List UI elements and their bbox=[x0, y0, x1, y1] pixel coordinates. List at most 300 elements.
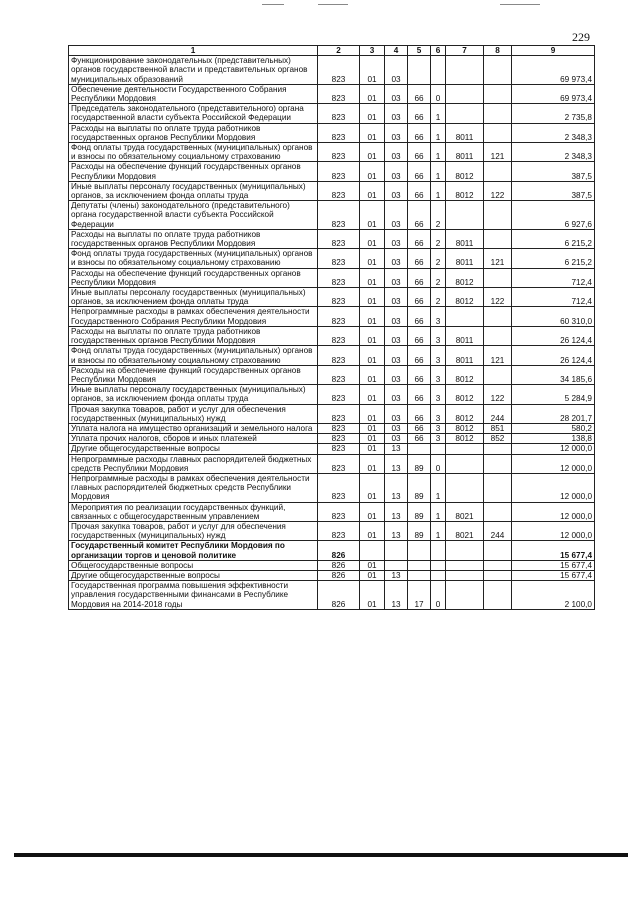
subsection-cell: 03 bbox=[385, 56, 408, 85]
header-cell: 4 bbox=[385, 46, 408, 56]
subprogram-cell bbox=[431, 560, 446, 570]
scan-artifact bbox=[318, 4, 348, 5]
admin-code-cell: 826 bbox=[318, 560, 360, 570]
subsection-cell: 03 bbox=[385, 143, 408, 162]
expense-type-cell bbox=[484, 104, 512, 123]
amount-cell: 712,4 bbox=[512, 288, 595, 307]
section-cell: 01 bbox=[360, 104, 385, 123]
subprogram-cell: 2 bbox=[431, 229, 446, 248]
subprogram-cell: 3 bbox=[431, 346, 446, 365]
bottom-rule bbox=[14, 853, 628, 857]
section-cell: 01 bbox=[360, 454, 385, 473]
program-cell: 66 bbox=[408, 385, 431, 404]
section-cell: 01 bbox=[360, 326, 385, 345]
target-article-cell bbox=[446, 570, 484, 580]
section-cell: 01 bbox=[360, 143, 385, 162]
amount-cell: 387,5 bbox=[512, 162, 595, 181]
section-cell: 01 bbox=[360, 385, 385, 404]
target-article-cell bbox=[446, 444, 484, 454]
subprogram-cell bbox=[431, 570, 446, 580]
section-cell: 01 bbox=[360, 123, 385, 142]
row-name-cell: Уплата налога на имущество организаций и земельного налога bbox=[69, 423, 318, 433]
expense-type-cell: 121 bbox=[484, 346, 512, 365]
admin-code-cell: 823 bbox=[318, 229, 360, 248]
subsection-cell: 13 bbox=[385, 570, 408, 580]
subsection-cell: 03 bbox=[385, 423, 408, 433]
table-header-row bbox=[69, 46, 595, 56]
admin-code-cell: 823 bbox=[318, 346, 360, 365]
amount-cell: 2 348,3 bbox=[512, 143, 595, 162]
scan-artifact bbox=[262, 4, 284, 5]
section-cell: 01 bbox=[360, 581, 385, 610]
program-cell: 66 bbox=[408, 365, 431, 384]
subsection-cell: 03 bbox=[385, 434, 408, 444]
program-cell bbox=[408, 444, 431, 454]
header-cell: 9 bbox=[512, 46, 595, 56]
table-row bbox=[69, 104, 595, 123]
program-cell: 66 bbox=[408, 423, 431, 433]
subsection-cell: 03 bbox=[385, 307, 408, 326]
admin-code-cell: 823 bbox=[318, 404, 360, 423]
target-article-cell: 8021 bbox=[446, 502, 484, 521]
subsection-cell bbox=[385, 541, 408, 560]
section-cell: 01 bbox=[360, 434, 385, 444]
row-name-cell: Обеспечение деятельности Государственного Собрания Республики Мордовия bbox=[69, 84, 318, 103]
row-name-cell: Расходы на выплаты по оплате труда работников государственных органов Республики Мордовия bbox=[69, 326, 318, 345]
program-cell: 66 bbox=[408, 181, 431, 200]
row-name-cell: Другие общегосударственные вопросы bbox=[69, 570, 318, 580]
expense-type-cell: 852 bbox=[484, 434, 512, 444]
admin-code-cell: 823 bbox=[318, 84, 360, 103]
table-row bbox=[69, 307, 595, 326]
subsection-cell: 13 bbox=[385, 521, 408, 540]
section-cell: 01 bbox=[360, 181, 385, 200]
expense-type-cell bbox=[484, 444, 512, 454]
header-cell: 5 bbox=[408, 46, 431, 56]
subprogram-cell: 0 bbox=[431, 581, 446, 610]
program-cell: 66 bbox=[408, 288, 431, 307]
admin-code-cell: 823 bbox=[318, 143, 360, 162]
amount-cell: 6 215,2 bbox=[512, 249, 595, 268]
section-cell: 01 bbox=[360, 473, 385, 502]
admin-code-cell: 823 bbox=[318, 268, 360, 287]
admin-code-cell: 823 bbox=[318, 181, 360, 200]
admin-code-cell: 823 bbox=[318, 56, 360, 85]
program-cell: 66 bbox=[408, 434, 431, 444]
amount-cell: 6 215,2 bbox=[512, 229, 595, 248]
expense-type-cell: 244 bbox=[484, 404, 512, 423]
header-cell: 6 bbox=[431, 46, 446, 56]
expense-type-cell bbox=[484, 560, 512, 570]
row-name-cell: Прочая закупка товаров, работ и услуг для обеспечения государственных (муниципальных) нужд bbox=[69, 521, 318, 540]
admin-code-cell: 823 bbox=[318, 473, 360, 502]
target-article-cell: 8012 bbox=[446, 181, 484, 200]
row-name-cell: Государственный комитет Республики Мордовия по организации торгов и ценовой политике bbox=[69, 541, 318, 560]
row-name-cell: Государственная программа повышения эффективности управления государственными финансами в Республике Мордовия на 2014-2018 годы bbox=[69, 581, 318, 610]
expense-type-cell: 122 bbox=[484, 181, 512, 200]
section-cell: 01 bbox=[360, 201, 385, 230]
expense-type-cell bbox=[484, 201, 512, 230]
subprogram-cell: 3 bbox=[431, 385, 446, 404]
scan-artifact bbox=[500, 4, 540, 5]
program-cell bbox=[408, 560, 431, 570]
amount-cell: 15 677,4 bbox=[512, 541, 595, 560]
row-name-cell: Непрограммные расходы в рамках обеспечения деятельности главных распорядителей бюджетных средств Республики Мордовия bbox=[69, 473, 318, 502]
header-cell: 2 bbox=[318, 46, 360, 56]
subsection-cell: 03 bbox=[385, 201, 408, 230]
subprogram-cell: 2 bbox=[431, 249, 446, 268]
expense-type-cell: 121 bbox=[484, 143, 512, 162]
table-row bbox=[69, 581, 595, 610]
target-article-cell: 8011 bbox=[446, 123, 484, 142]
target-article-cell bbox=[446, 56, 484, 85]
table-row bbox=[69, 181, 595, 200]
header-cell: 3 bbox=[360, 46, 385, 56]
admin-code-cell: 823 bbox=[318, 423, 360, 433]
amount-cell: 15 677,4 bbox=[512, 560, 595, 570]
subprogram-cell: 3 bbox=[431, 404, 446, 423]
section-cell: 01 bbox=[360, 84, 385, 103]
table-row bbox=[69, 454, 595, 473]
amount-cell: 34 185,6 bbox=[512, 365, 595, 384]
amount-cell: 26 124,4 bbox=[512, 326, 595, 345]
expense-type-cell bbox=[484, 473, 512, 502]
subprogram-cell: 2 bbox=[431, 268, 446, 287]
expense-type-cell bbox=[484, 365, 512, 384]
subprogram-cell: 2 bbox=[431, 288, 446, 307]
subsection-cell: 13 bbox=[385, 444, 408, 454]
amount-cell: 387,5 bbox=[512, 181, 595, 200]
row-name-cell: Фонд оплаты труда государственных (муниципальных) органов и взносы по обязательному социальному страхованию bbox=[69, 249, 318, 268]
amount-cell: 138,8 bbox=[512, 434, 595, 444]
subprogram-cell: 3 bbox=[431, 423, 446, 433]
row-name-cell: Председатель законодательного (представительного) органа государственной власти субъекта Российской Федерации bbox=[69, 104, 318, 123]
amount-cell: 2 348,3 bbox=[512, 123, 595, 142]
amount-cell: 69 973,4 bbox=[512, 56, 595, 85]
target-article-cell bbox=[446, 307, 484, 326]
row-name-cell: Общегосударственные вопросы bbox=[69, 560, 318, 570]
admin-code-cell: 826 bbox=[318, 541, 360, 560]
program-cell: 17 bbox=[408, 581, 431, 610]
program-cell: 66 bbox=[408, 249, 431, 268]
target-article-cell: 8012 bbox=[446, 404, 484, 423]
amount-cell: 12 000,0 bbox=[512, 454, 595, 473]
row-name-cell: Непрограммные расходы в рамках обеспечения деятельности Государственного Собрания Республики Мордовия bbox=[69, 307, 318, 326]
table-row bbox=[69, 502, 595, 521]
amount-cell: 12 000,0 bbox=[512, 473, 595, 502]
target-article-cell: 8011 bbox=[446, 326, 484, 345]
row-name-cell: Фонд оплаты труда государственных (муниципальных) органов и взносы по обязательному социальному страхованию bbox=[69, 143, 318, 162]
expense-type-cell bbox=[484, 502, 512, 521]
subprogram-cell: 2 bbox=[431, 201, 446, 230]
amount-cell: 5 284,9 bbox=[512, 385, 595, 404]
admin-code-cell: 826 bbox=[318, 570, 360, 580]
row-name-cell: Мероприятия по реализации государственных функций, связанных с общегосударственным управлением bbox=[69, 502, 318, 521]
section-cell: 01 bbox=[360, 162, 385, 181]
subsection-cell: 13 bbox=[385, 502, 408, 521]
table-row bbox=[69, 521, 595, 540]
subsection-cell: 13 bbox=[385, 454, 408, 473]
subprogram-cell: 1 bbox=[431, 123, 446, 142]
amount-cell: 580,2 bbox=[512, 423, 595, 433]
admin-code-cell: 823 bbox=[318, 385, 360, 404]
amount-cell: 2 735,8 bbox=[512, 104, 595, 123]
expense-type-cell: 121 bbox=[484, 249, 512, 268]
section-cell: 01 bbox=[360, 56, 385, 85]
admin-code-cell: 823 bbox=[318, 307, 360, 326]
program-cell: 66 bbox=[408, 123, 431, 142]
section-cell: 01 bbox=[360, 288, 385, 307]
subprogram-cell: 1 bbox=[431, 521, 446, 540]
target-article-cell bbox=[446, 473, 484, 502]
target-article-cell: 8012 bbox=[446, 268, 484, 287]
admin-code-cell: 823 bbox=[318, 434, 360, 444]
amount-cell: 12 000,0 bbox=[512, 444, 595, 454]
section-cell: 01 bbox=[360, 346, 385, 365]
table-row bbox=[69, 143, 595, 162]
subsection-cell: 03 bbox=[385, 326, 408, 345]
program-cell bbox=[408, 56, 431, 85]
target-article-cell: 8011 bbox=[446, 346, 484, 365]
row-name-cell: Иные выплаты персоналу государственных (муниципальных) органов, за исключением фонда оплаты труда bbox=[69, 288, 318, 307]
target-article-cell: 8012 bbox=[446, 162, 484, 181]
table-row bbox=[69, 444, 595, 454]
section-cell: 01 bbox=[360, 404, 385, 423]
program-cell: 66 bbox=[408, 307, 431, 326]
admin-code-cell: 823 bbox=[318, 502, 360, 521]
section-cell: 01 bbox=[360, 444, 385, 454]
program-cell: 66 bbox=[408, 201, 431, 230]
table-row bbox=[69, 123, 595, 142]
section-cell: 01 bbox=[360, 229, 385, 248]
table-row bbox=[69, 385, 595, 404]
target-article-cell bbox=[446, 201, 484, 230]
target-article-cell bbox=[446, 84, 484, 103]
subprogram-cell bbox=[431, 541, 446, 560]
subsection-cell: 03 bbox=[385, 229, 408, 248]
row-name-cell: Иные выплаты персоналу государственных (муниципальных) органов, за исключением фонда оплаты труда bbox=[69, 385, 318, 404]
amount-cell: 60 310,0 bbox=[512, 307, 595, 326]
admin-code-cell: 823 bbox=[318, 104, 360, 123]
subprogram-cell: 1 bbox=[431, 181, 446, 200]
subsection-cell: 03 bbox=[385, 268, 408, 287]
header-cell: 8 bbox=[484, 46, 512, 56]
row-name-cell: Расходы на выплаты по оплате труда работников государственных органов Республики Мордовия bbox=[69, 123, 318, 142]
row-name-cell: Иные выплаты персоналу государственных (муниципальных) органов, за исключением фонда оплаты труда bbox=[69, 181, 318, 200]
admin-code-cell: 823 bbox=[318, 444, 360, 454]
table-row bbox=[69, 434, 595, 444]
amount-cell: 12 000,0 bbox=[512, 502, 595, 521]
admin-code-cell: 823 bbox=[318, 249, 360, 268]
admin-code-cell: 823 bbox=[318, 288, 360, 307]
row-name-cell: Непрограммные расходы главных распорядителей бюджетных средств Республики Мордовия bbox=[69, 454, 318, 473]
budget-table bbox=[68, 45, 595, 610]
program-cell: 89 bbox=[408, 473, 431, 502]
subprogram-cell: 0 bbox=[431, 454, 446, 473]
program-cell: 66 bbox=[408, 104, 431, 123]
row-name-cell: Фонд оплаты труда государственных (муниципальных) органов и взносы по обязательному социальному страхованию bbox=[69, 346, 318, 365]
subsection-cell: 03 bbox=[385, 385, 408, 404]
subprogram-cell: 3 bbox=[431, 307, 446, 326]
subprogram-cell: 1 bbox=[431, 162, 446, 181]
row-name-cell: Уплата прочих налогов, сборов и иных платежей bbox=[69, 434, 318, 444]
page-number: 229 bbox=[572, 30, 590, 44]
subsection-cell: 03 bbox=[385, 346, 408, 365]
table-row bbox=[69, 162, 595, 181]
target-article-cell bbox=[446, 104, 484, 123]
table-row bbox=[69, 346, 595, 365]
section-cell: 01 bbox=[360, 560, 385, 570]
subprogram-cell: 1 bbox=[431, 473, 446, 502]
expense-type-cell bbox=[484, 307, 512, 326]
admin-code-cell: 823 bbox=[318, 454, 360, 473]
subprogram-cell: 1 bbox=[431, 104, 446, 123]
subprogram-cell: 3 bbox=[431, 434, 446, 444]
expense-type-cell bbox=[484, 326, 512, 345]
table-row bbox=[69, 473, 595, 502]
section-cell: 01 bbox=[360, 249, 385, 268]
table-row bbox=[69, 201, 595, 230]
table-row bbox=[69, 423, 595, 433]
program-cell: 66 bbox=[408, 229, 431, 248]
table-row bbox=[69, 570, 595, 580]
program-cell: 89 bbox=[408, 454, 431, 473]
table-row bbox=[69, 560, 595, 570]
row-name-cell: Депутаты (члены) законодательного (представительного) органа государственной власти субъекта Российской Федерации bbox=[69, 201, 318, 230]
program-cell: 66 bbox=[408, 268, 431, 287]
section-cell: 01 bbox=[360, 570, 385, 580]
program-cell: 66 bbox=[408, 143, 431, 162]
subsection-cell: 13 bbox=[385, 581, 408, 610]
admin-code-cell: 823 bbox=[318, 162, 360, 181]
target-article-cell: 8011 bbox=[446, 143, 484, 162]
target-article-cell bbox=[446, 581, 484, 610]
target-article-cell: 8012 bbox=[446, 385, 484, 404]
expense-type-cell bbox=[484, 56, 512, 85]
amount-cell: 69 973,4 bbox=[512, 84, 595, 103]
program-cell: 66 bbox=[408, 162, 431, 181]
expense-type-cell bbox=[484, 541, 512, 560]
program-cell: 66 bbox=[408, 326, 431, 345]
section-cell bbox=[360, 541, 385, 560]
amount-cell: 712,4 bbox=[512, 268, 595, 287]
subsection-cell: 03 bbox=[385, 104, 408, 123]
subsection-cell: 03 bbox=[385, 84, 408, 103]
table-row bbox=[69, 229, 595, 248]
admin-code-cell: 823 bbox=[318, 326, 360, 345]
target-article-cell bbox=[446, 454, 484, 473]
admin-code-cell: 826 bbox=[318, 581, 360, 610]
subsection-cell: 03 bbox=[385, 123, 408, 142]
admin-code-cell: 823 bbox=[318, 201, 360, 230]
subprogram-cell bbox=[431, 444, 446, 454]
subprogram-cell: 1 bbox=[431, 502, 446, 521]
section-cell: 01 bbox=[360, 365, 385, 384]
subsection-cell: 03 bbox=[385, 365, 408, 384]
expense-type-cell: 851 bbox=[484, 423, 512, 433]
table-row bbox=[69, 268, 595, 287]
subsection-cell: 03 bbox=[385, 181, 408, 200]
program-cell: 66 bbox=[408, 346, 431, 365]
table-row bbox=[69, 326, 595, 345]
target-article-cell: 8012 bbox=[446, 365, 484, 384]
amount-cell: 28 201,7 bbox=[512, 404, 595, 423]
table-row bbox=[69, 365, 595, 384]
target-article-cell: 8021 bbox=[446, 521, 484, 540]
amount-cell: 6 927,6 bbox=[512, 201, 595, 230]
target-article-cell bbox=[446, 560, 484, 570]
program-cell bbox=[408, 570, 431, 580]
row-name-cell: Расходы на обеспечение функций государственных органов Республики Мордовия bbox=[69, 268, 318, 287]
section-cell: 01 bbox=[360, 521, 385, 540]
expense-type-cell bbox=[484, 454, 512, 473]
amount-cell: 26 124,4 bbox=[512, 346, 595, 365]
subprogram-cell: 3 bbox=[431, 326, 446, 345]
amount-cell: 2 100,0 bbox=[512, 581, 595, 610]
subsection-cell bbox=[385, 560, 408, 570]
subprogram-cell: 3 bbox=[431, 365, 446, 384]
section-cell: 01 bbox=[360, 502, 385, 521]
row-name-cell: Расходы на обеспечение функций государственных органов Республики Мордовия bbox=[69, 162, 318, 181]
row-name-cell: Расходы на обеспечение функций государственных органов Республики Мордовия bbox=[69, 365, 318, 384]
expense-type-cell bbox=[484, 581, 512, 610]
table-row bbox=[69, 288, 595, 307]
subprogram-cell: 1 bbox=[431, 143, 446, 162]
admin-code-cell: 823 bbox=[318, 365, 360, 384]
subprogram-cell bbox=[431, 56, 446, 85]
section-cell: 01 bbox=[360, 423, 385, 433]
expense-type-cell bbox=[484, 162, 512, 181]
section-cell: 01 bbox=[360, 268, 385, 287]
subsection-cell: 03 bbox=[385, 249, 408, 268]
target-article-cell: 8012 bbox=[446, 288, 484, 307]
row-name-cell: Прочая закупка товаров, работ и услуг для обеспечения государственных (муниципальных) нужд bbox=[69, 404, 318, 423]
expense-type-cell: 244 bbox=[484, 521, 512, 540]
table-row bbox=[69, 249, 595, 268]
subsection-cell: 13 bbox=[385, 473, 408, 502]
target-article-cell: 8012 bbox=[446, 423, 484, 433]
header-cell: 1 bbox=[69, 46, 318, 56]
expense-type-cell bbox=[484, 84, 512, 103]
program-cell: 66 bbox=[408, 404, 431, 423]
table-row bbox=[69, 84, 595, 103]
expense-type-cell bbox=[484, 570, 512, 580]
amount-cell: 12 000,0 bbox=[512, 521, 595, 540]
admin-code-cell: 823 bbox=[318, 521, 360, 540]
header-cell: 7 bbox=[446, 46, 484, 56]
table-row bbox=[69, 541, 595, 560]
table-row bbox=[69, 404, 595, 423]
program-cell: 89 bbox=[408, 502, 431, 521]
expense-type-cell: 122 bbox=[484, 288, 512, 307]
target-article-cell: 8011 bbox=[446, 229, 484, 248]
expense-type-cell bbox=[484, 229, 512, 248]
target-article-cell: 8012 bbox=[446, 434, 484, 444]
expense-type-cell bbox=[484, 268, 512, 287]
amount-cell: 15 677,4 bbox=[512, 570, 595, 580]
expense-type-cell: 122 bbox=[484, 385, 512, 404]
row-name-cell: Функционирование законодательных (представительных) органов государственной власти и представительных органов муниципальных образований bbox=[69, 56, 318, 85]
row-name-cell: Расходы на выплаты по оплате труда работников государственных органов Республики Мордовия bbox=[69, 229, 318, 248]
target-article-cell bbox=[446, 541, 484, 560]
admin-code-cell: 823 bbox=[318, 123, 360, 142]
section-cell: 01 bbox=[360, 307, 385, 326]
row-name-cell: Другие общегосударственные вопросы bbox=[69, 444, 318, 454]
subsection-cell: 03 bbox=[385, 162, 408, 181]
subsection-cell: 03 bbox=[385, 404, 408, 423]
subsection-cell: 03 bbox=[385, 288, 408, 307]
expense-type-cell bbox=[484, 123, 512, 142]
